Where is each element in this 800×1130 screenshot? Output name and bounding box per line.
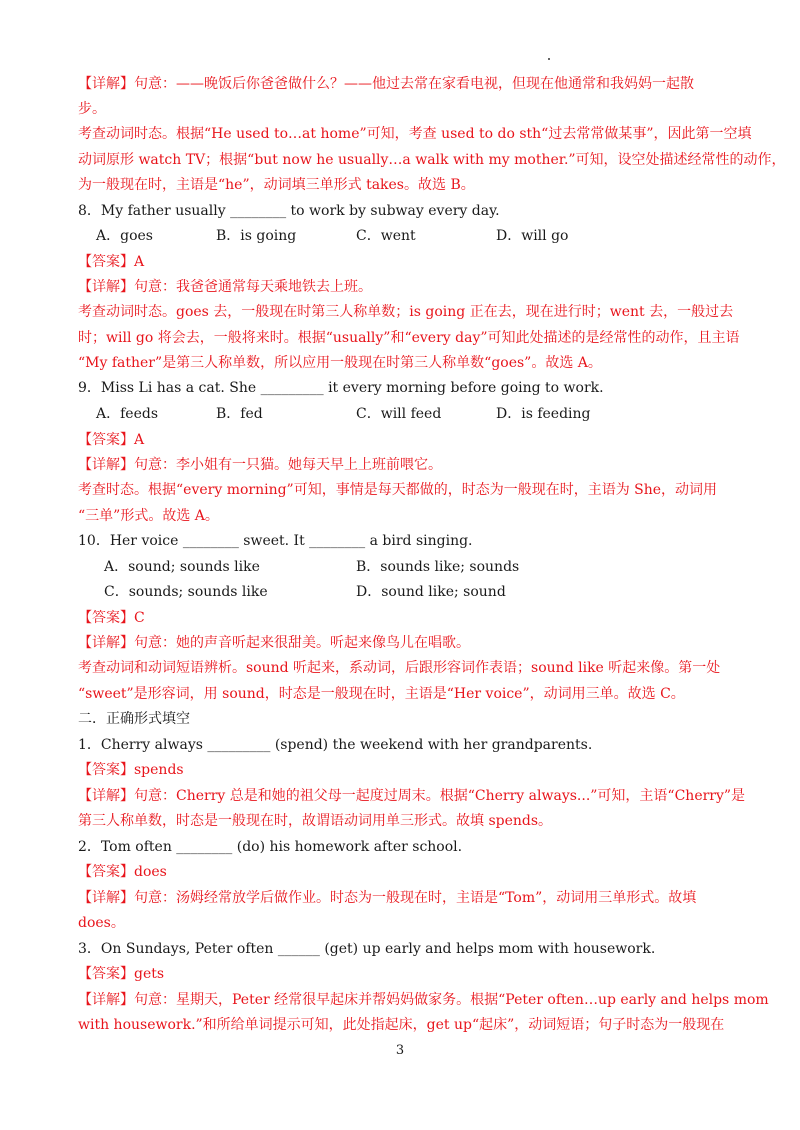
text-line-fa2: 【答案】does [78, 864, 167, 880]
text-line-a10: 【答案】C [78, 610, 145, 626]
text-line-f2: 2．Tom often ________ (do) his homework after school. [78, 839, 463, 855]
text-line-l4: 动词原形 watch TV；根据“but now he usually…a walk with my mother.”可知，设空处描述经常性的动作， [78, 152, 786, 168]
text-line-f2b: does。 [78, 915, 125, 931]
text-line-f3a: 【详解】句意：星期天，Peter 经常很早起床并帮妈妈做家务。根据“Peter often…up early and helps mom [78, 992, 769, 1008]
text-line-l9c: “三单”形式。故选 A。 [78, 508, 219, 524]
q10-option-a: A．sound; sounds like [104, 559, 260, 575]
text-line-fa1: 【答案】spends [78, 762, 184, 778]
text-line-l2: 步。 [78, 101, 106, 117]
text-line-l9b: 考查时态。根据“every morning”可知，事情是每天都做的，时态为一般现在时，主语为 She，动词用 [78, 482, 718, 498]
q9-option-a: A．feeds [96, 406, 159, 422]
text-line-f1b: 第三人称单数，时态是一般现在时，故谓语动词用单三形式。故填 spends。 [78, 813, 553, 829]
q9-option-d: D．is feeding [496, 406, 591, 422]
text-line-l10a: 【详解】句意：她的声音听起来很甜美。听起来像鸟儿在唱歌。 [78, 635, 470, 651]
q10-option-d: D．sound like; sound [356, 584, 506, 600]
text-line-l8b: 考查动词时态。goes 去，一般现在时第三人称单数；is going 正在去，现在进行时；went 去，一般过去 [78, 304, 734, 320]
text-line-a8: 【答案】A [78, 254, 145, 270]
page-number: 3 [395, 1043, 405, 1058]
text-line-a9: 【答案】A [78, 432, 145, 448]
text-line-sec2: 二．正确形式填空 [78, 711, 190, 727]
q8-option-b: B．is going [216, 228, 297, 244]
text-line-l5: 为一般现在时，主语是“he”，动词填三单形式 takes。故选 B。 [78, 177, 475, 193]
text-line-q10: 10．Her voice ________ sweet. It ________ a bird singing. [78, 533, 473, 549]
text-line-l10b: 考查动词和动词短语辨析。sound 听起来，系动词，后跟形容词作表语；sound like 听起来像。第一处 [78, 660, 721, 676]
text-line-fa3: 【答案】gets [78, 966, 165, 982]
q9-option-c: C．will feed [356, 406, 442, 422]
text-line-f3: 3．On Sundays, Peter often ______ (get) up early and helps mom with housework. [78, 941, 656, 957]
text-line-l1: 【详解】句意：——晚饭后你爸爸做什么？——他过去常在家看电视，但现在他通常和我妈妈一起散 [78, 76, 694, 92]
text-line-q9: 9．Miss Li has a cat. She _________ it every morning before going to work. [78, 380, 604, 396]
text-line-f3b: with housework.”和所给单词提示可知，此处指起床，get up“起床”，动词短语；句子时态为一般现在 [78, 1017, 725, 1033]
q8-option-d: D．will go [496, 228, 569, 244]
text-line-l9a: 【详解】句意：李小姐有一只猫。她每天早上上班前喂它。 [78, 457, 442, 473]
q10-option-c: C．sounds; sounds like [104, 584, 268, 600]
text-line-f2a: 【详解】句意：汤姆经常放学后做作业。时态为一般现在时，主语是“Tom”，动词用三单形式。故填 [78, 890, 697, 906]
text-line-l8d: “My father”是第三人称单数，所以应用一般现在时第三人称单数“goes”。故选 A。 [78, 355, 602, 371]
q8-option-c: C．went [356, 228, 416, 244]
text-line-l8c: 时；will go 将会去，一般将来时。根据“usually”和“every day”可知此处描述的是经常性的动作，且主语 [78, 330, 740, 346]
q9-option-b: B．fed [216, 406, 263, 422]
text-line-q8: 8．My father usually ________ to work by subway every day. [78, 203, 500, 219]
q10-option-b: B．sounds like; sounds [356, 559, 520, 575]
decorative-dot [548, 58, 550, 60]
q8-option-a: A．goes [96, 228, 153, 244]
text-line-l3: 考查动词时态。根据“He used to…at home”可知，考查 used to do sth“过去常常做某事”，因此第一空填 [78, 126, 752, 142]
text-line-l8a: 【详解】句意：我爸爸通常每天乘地铁去上班。 [78, 279, 372, 295]
text-line-f1a: 【详解】句意：Cherry 总是和她的祖父母一起度过周末。根据“Cherry always...”可知，主语“Cherry”是 [78, 788, 746, 804]
text-line-l10c: “sweet”是形容词，用 sound，时态是一般现在时，主语是“Her voice”，动词用三单。故选 C。 [78, 686, 685, 702]
text-line-f1: 1．Cherry always _________ (spend) the weekend with her grandparents. [78, 737, 593, 753]
